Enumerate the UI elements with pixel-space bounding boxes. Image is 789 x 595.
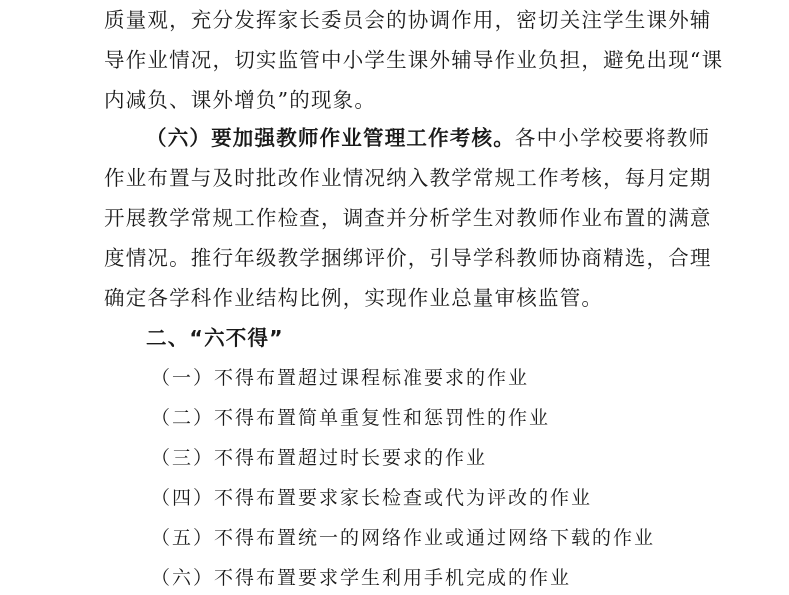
paragraph-text: 各中小学校要将教师 [514,126,711,150]
list-item: （五）不得布置统一的网络作业或通过网络下载的作业 [151,527,656,549]
paragraph-line: 度情况。推行年级教学捆绑评价，引导学科教师协商精选，合理 [104,246,712,270]
section-title: 二、“六不得” [146,326,284,350]
paragraph-line: 导作业情况，切实监管中小学生课外辅导作业负担，避免出现“课 [104,48,724,72]
paragraph-line: 开展教学常规工作检查，调查并分析学生对教师作业布置的满意 [104,206,712,230]
section-heading: （六）要加强教师作业管理工作考核。 [146,126,515,150]
list-item: （一）不得布置超过课程标准要求的作业 [151,367,530,389]
list-item: （四）不得布置要求家长检查或代为评改的作业 [151,487,593,509]
paragraph-line: 确定各学科作业结构比例，实现作业总量审核监管。 [104,286,604,310]
paragraph-line: 质量观，充分发挥家长委员会的协调作用，密切关注学生课外辅 [104,8,712,32]
paragraph-line: 作业布置与及时批改作业情况纳入教学常规工作考核，每月定期 [104,166,712,190]
list-item: （六）不得布置要求学生利用手机完成的作业 [151,567,572,589]
list-item: （三）不得布置超过时长要求的作业 [151,447,488,469]
paragraph-line: 内减负、课外增负”的现象。 [104,88,377,112]
list-item: （二）不得布置简单重复性和惩罚性的作业 [151,407,551,429]
paragraph-first-line [146,126,710,150]
